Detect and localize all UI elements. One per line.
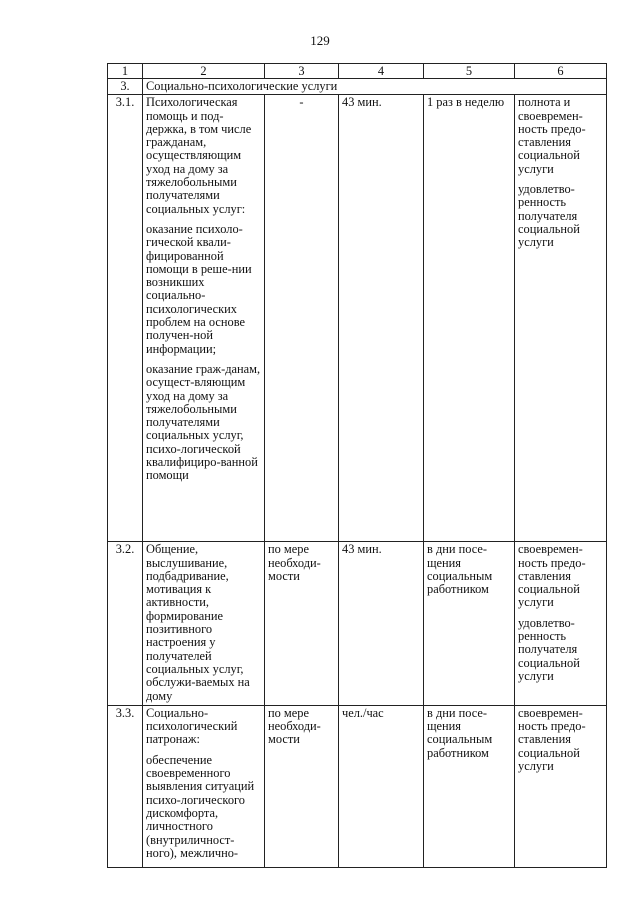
header-cell: 2 [143,64,265,79]
table-row [108,542,607,706]
service-paragraph: оказание психоло-гической квали-фицированной помощи в реше-нии возникших социально-психологических проблем на основе получен-ной информации; [146,221,252,356]
service-paragraph: Общение, выслушивание, подбадривание, мотивация к активности, формирование позитивного настроения у получателей социальных услуг, обслужи-ваемых на дому [146,542,250,703]
time-cell: 43 мин. [339,95,424,542]
criteria-cell [515,705,607,867]
table-header-row [108,64,607,79]
service-paragraph: оказание граж-данам, осущест-вляющим уход на дому за тяжелобольными получателями социальных услуг, психо-логической квалифициро-ванной помощи [146,361,261,483]
service-description [143,95,265,542]
page-number: 129 [310,33,330,48]
service-paragraph: Психологическая помощь и под-держка, в том числе гражданам, осуществляющим уход на дому за тяжелобольными получателями социальных услуг: [146,95,252,216]
time-cell: чел./час [339,705,424,867]
periodicity-cell: в дни посе-щения социальным работником [424,542,515,706]
services-table [107,63,607,868]
frequency-cell: по мере необходи-мости [265,542,339,706]
frequency-cell: по мере необходи-мости [265,705,339,867]
criteria-cell [515,95,607,542]
time-cell: 43 мин. [339,542,424,706]
section-row [108,79,607,95]
header-cell: 3 [265,64,339,79]
row-number: 3.3. [108,705,143,867]
criteria-paragraph: удовлетво-ренность получателя социальной услуги [518,615,580,683]
service-description [143,542,265,706]
header-cell: 1 [108,64,143,79]
table-row [108,95,607,542]
section-title: Социально-психологические услуги [143,79,607,95]
criteria-cell [515,542,607,706]
header-cell: 4 [339,64,424,79]
row-number: 3.2. [108,542,143,706]
service-paragraph: обеспечение своевременного выявления ситуаций психо-логического дискомфорта, личностного (внутриличност-ного), межлично- [146,752,255,860]
criteria-paragraph: своевремен-ность предо-ставления социальной услуги [518,542,586,610]
frequency-cell: - [265,95,339,542]
periodicity-cell: 1 раз в неделю [424,95,515,542]
criteria-paragraph: удовлетво-ренность получателя социальной услуги [518,182,580,250]
table-row [108,705,607,867]
header-cell: 6 [515,64,607,79]
periodicity-cell: в дни посе-щения социальным работником [424,705,515,867]
row-number: 3.1. [108,95,143,542]
header-cell: 5 [424,64,515,79]
criteria-paragraph: своевремен-ность предо-ставления социальной услуги [518,705,586,774]
service-paragraph: Социально-психологический патронаж: [146,705,238,747]
service-description [143,705,265,867]
criteria-paragraph: полнота и своевремен-ность предо-ставления социальной услуги [518,95,586,176]
section-number: 3. [108,79,143,95]
